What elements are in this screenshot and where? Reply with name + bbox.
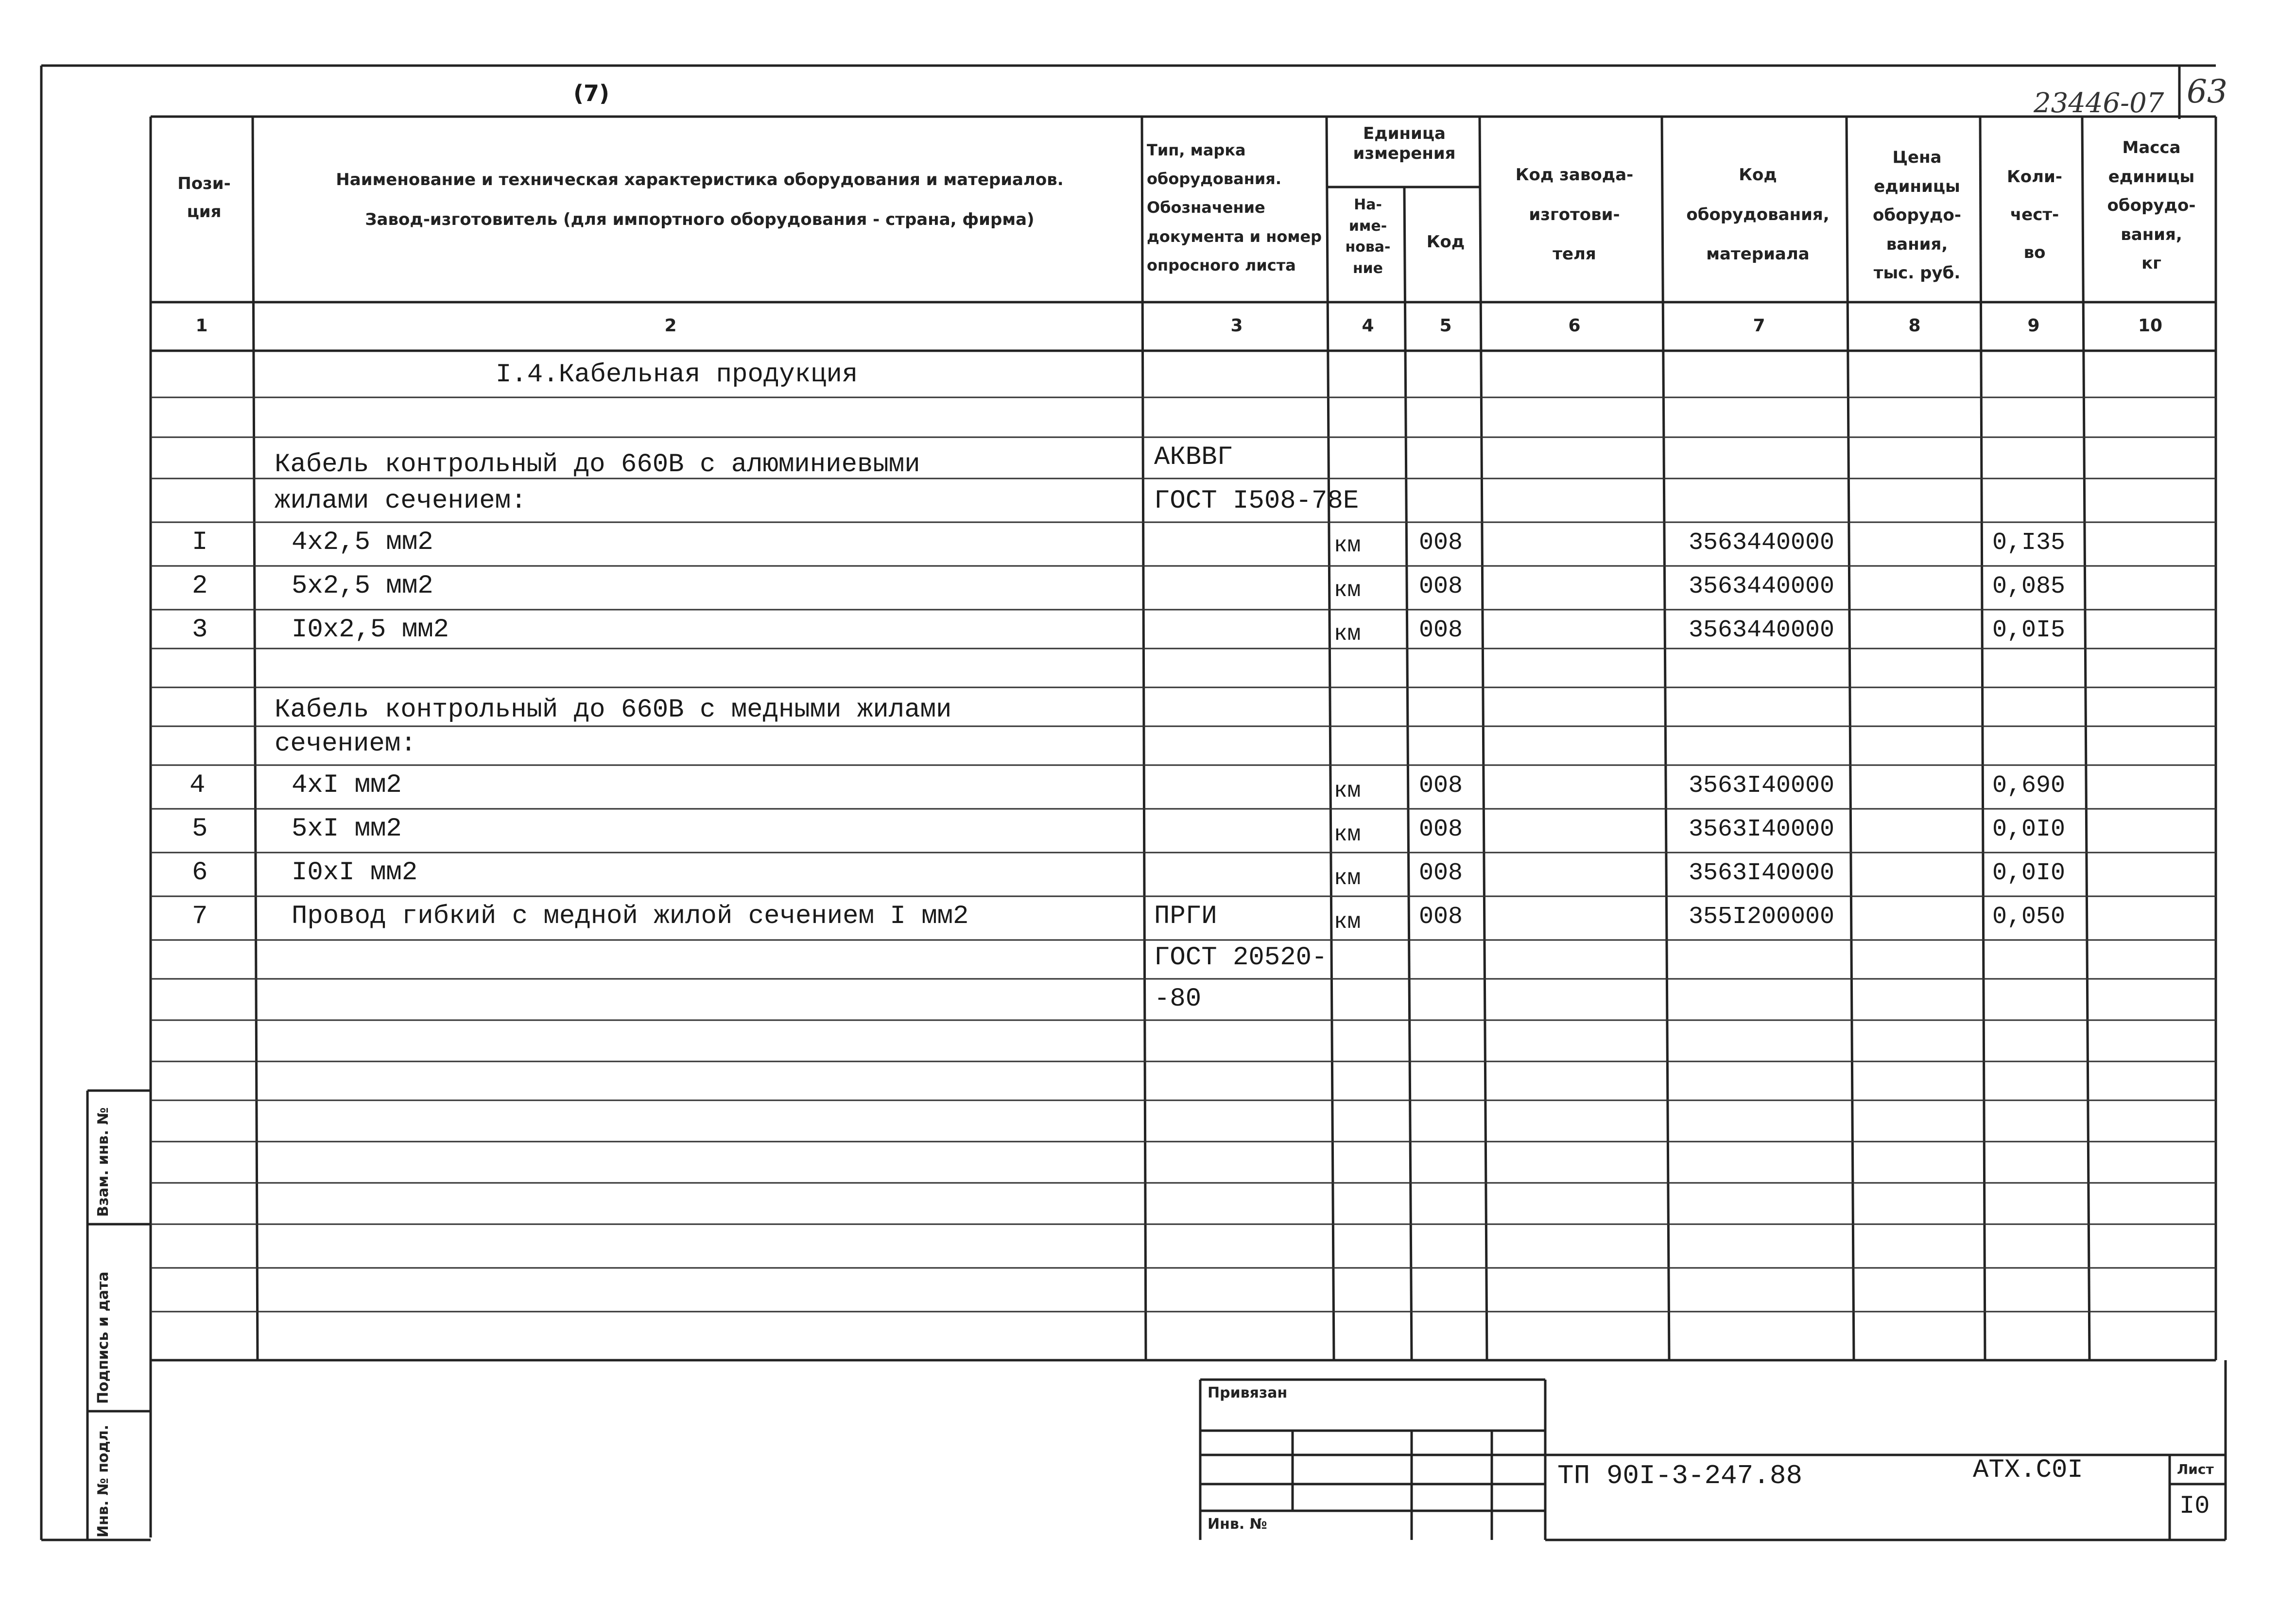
- row-unit: км: [1334, 909, 1361, 935]
- row-name: сечением:: [275, 729, 416, 759]
- row-quantity: 0,085: [1992, 573, 2066, 600]
- row-code: 008: [1419, 573, 1463, 600]
- row-equipment-code: 3563I40000: [1689, 816, 1835, 843]
- row-quantity: 0,690: [1992, 772, 2066, 800]
- sheet-ref: (7): [573, 80, 610, 106]
- col-number: 3: [1230, 316, 1243, 336]
- stamp-privyazan: Привязан: [1208, 1384, 1288, 1401]
- col-number: 9: [2027, 316, 2040, 336]
- row-unit: км: [1334, 533, 1361, 558]
- row-position: 3: [192, 615, 208, 645]
- col-header-equipment-code: Код оборудования, материала: [1686, 165, 1830, 264]
- row-code: 008: [1419, 772, 1463, 800]
- col-number: 4: [1362, 316, 1374, 336]
- row-type: -80: [1154, 984, 1202, 1014]
- row-unit: км: [1334, 621, 1361, 647]
- row-position: 6: [192, 858, 208, 888]
- col-header-name: Наименование и техническая характеристика оборудования и материалов. Завод-изготовитель (для импортного оборудования - страна, фирма): [336, 170, 1064, 229]
- row-equipment-code: 3563I40000: [1689, 859, 1835, 887]
- row-quantity: 0,0I5: [1992, 616, 2066, 644]
- row-name: I0xI мм2: [292, 858, 418, 888]
- row-name: Провод гибкий с медной жилой сечением I мм2: [292, 902, 969, 931]
- stamp-sheet-number: I0: [2179, 1492, 2210, 1521]
- row-position: 4: [190, 770, 206, 800]
- col-header-unit-name: На- име- нова- ние: [1345, 196, 1391, 277]
- row-name: Кабель контрольный до 660В с алюминиевыми: [275, 450, 920, 479]
- row-quantity: 0,0I0: [1992, 816, 2066, 843]
- row-type: АКВВГ: [1154, 443, 1233, 472]
- row-unit: км: [1334, 778, 1361, 803]
- row-unit: км: [1334, 822, 1361, 847]
- row-equipment-code: 3563440000: [1689, 529, 1835, 557]
- col-number: 1: [195, 316, 208, 336]
- row-position: I: [192, 528, 208, 557]
- row-type: ПРГИ: [1154, 902, 1217, 931]
- row-quantity: 0,I35: [1992, 529, 2066, 557]
- row-name: жилами сечением:: [275, 486, 527, 516]
- col-header-unit-group: Единица измерения: [1353, 124, 1456, 163]
- row-name: 5xI мм2: [292, 814, 402, 844]
- stamp-sheet-label: Лист: [2177, 1461, 2214, 1477]
- row-position: 7: [192, 902, 208, 931]
- row-name: 5x2,5 мм2: [292, 571, 433, 601]
- col-number: 10: [2138, 316, 2163, 336]
- col-header-factory-code: Код завода- изготови- теля: [1515, 165, 1634, 264]
- col-number: 7: [1753, 316, 1765, 336]
- row-type: ГОСТ I508-78Е: [1154, 486, 1359, 516]
- side-label-inv: Инв. № подл.: [95, 1424, 112, 1538]
- row-position: 5: [192, 814, 208, 844]
- col-number: 5: [1439, 316, 1452, 336]
- row-code: 008: [1419, 859, 1463, 887]
- row-quantity: 0,050: [1992, 903, 2066, 931]
- row-name: 4xI мм2: [292, 770, 402, 800]
- stamp-inv-no: Инв. №: [1208, 1516, 1267, 1533]
- col-number: 8: [1908, 316, 1921, 336]
- row-equipment-code: 3563440000: [1689, 616, 1835, 644]
- row-equipment-code: 3563I40000: [1689, 772, 1835, 800]
- page-number: 63: [2187, 73, 2227, 110]
- stamp-code: АТХ.С0I: [1973, 1455, 2083, 1485]
- row-code: 008: [1419, 903, 1463, 931]
- side-label-podpis: Подпись и дата: [95, 1271, 112, 1404]
- row-type: ГОСТ 20520-: [1154, 943, 1328, 973]
- row-position: 2: [192, 571, 208, 601]
- col-header-unit-code: Код: [1426, 232, 1465, 252]
- doc-number: 23446-07: [2034, 87, 2164, 119]
- row-unit: км: [1334, 866, 1361, 891]
- row-unit: км: [1334, 578, 1361, 603]
- stamp-project: ТП 90I-3-247.88: [1557, 1460, 1803, 1491]
- col-header-mass: Масса единицы оборудо- вания, кг: [2107, 138, 2196, 273]
- col-header-position: Пози- ция: [177, 174, 231, 222]
- col-header-price: Цена единицы оборудо- вания, тыс. руб.: [1873, 148, 1961, 283]
- row-name: I0x2,5 мм2: [292, 615, 449, 645]
- row-equipment-code: 355I200000: [1689, 903, 1835, 931]
- row-code: 008: [1419, 816, 1463, 843]
- row-quantity: 0,0I0: [1992, 859, 2066, 887]
- col-number: 6: [1568, 316, 1581, 336]
- col-header-quantity: Коли- чест- во: [2007, 167, 2062, 263]
- side-label-vzam: Взам. инв. №: [95, 1107, 112, 1217]
- row-equipment-code: 3563440000: [1689, 573, 1835, 600]
- row-name: Кабель контрольный до 660В с медными жилами: [275, 695, 952, 725]
- col-header-type: Тип, марка оборудования. Обозначение документа и номер опросного листа: [1147, 141, 1322, 274]
- row-name: 4x2,5 мм2: [292, 528, 433, 557]
- col-number: 2: [664, 316, 677, 336]
- row-code: 008: [1419, 616, 1463, 644]
- section-title: I.4.Кабельная продукция: [496, 360, 858, 390]
- row-code: 008: [1419, 529, 1463, 557]
